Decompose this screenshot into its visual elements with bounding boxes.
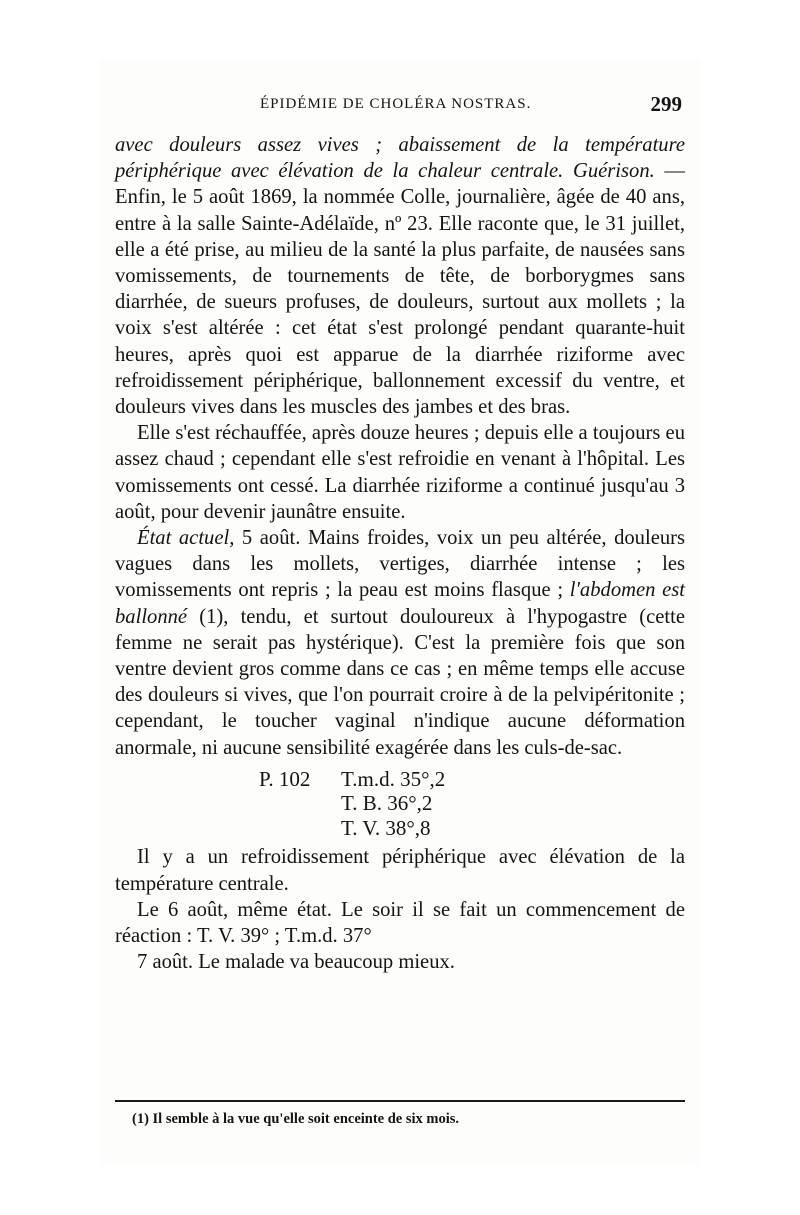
paragraph-3: [115, 525, 685, 761]
paragraph-2: Elle s'est réchauffée, après douze heures ; depuis elle a toujours eu assez chaud ; cependant elle s'est refroidie en venant à l'hôpital. Les vomissements ont cessé. La diarrhée riziforme a continué jusqu'au 3 août, pour devenir jaunâtre ensuite.: [115, 422, 685, 523]
page-header: [112, 92, 682, 126]
vitals-row-2: [115, 791, 685, 816]
tb-value: T. B. 36°,2: [341, 791, 433, 816]
tmd-value: T.m.d. 35°,2: [341, 766, 446, 791]
vitals-row-3: [115, 816, 685, 841]
paragraph-1-text: — Enfin, le 5 août 1869, la nommée Colle, journalière, âgée de 40 ans, entre à la salle Sainte-Adélaïde, nº 23. Elle raconte que, le 31 juillet, elle a été prise, au milieu de la santé la plus parfaite, de nausées sans vomissements, de tournements de tête, de borborygmes sans diarrhée, de sueurs profuses, de douleurs, surtout aux mollets ; la voix s'est altérée : cet état s'est prolongé pendant quarante-huit heures, après quoi est apparue de la diarrhée riziforme avec refroidissement périphérique, ballonnement excessif du ventre, et douleurs vives dans les muscles des jambes et des bras.: [115, 160, 685, 419]
vitals-block: [115, 767, 685, 841]
pulse-value: P. 102: [259, 766, 311, 791]
abdomen-italic: l'abdomen est ballonné: [115, 579, 685, 628]
paragraph-4: Il y a un refroidissement périphérique avec élévation de la température centrale.: [115, 846, 685, 895]
page-number: 299: [650, 92, 682, 116]
etat-actuel-italic: État actuel,: [137, 527, 235, 550]
paragraph-6: 7 août. Le malade va beaucoup mieux.: [137, 951, 455, 974]
paragraph-1: [115, 132, 685, 420]
footnote-divider: [115, 1100, 685, 1102]
case-summary-italic: avec douleurs assez vives ; abaissement de la température périphérique avec élévation de la chaleur centrale. Guérison.: [115, 134, 685, 183]
paragraph-3-text-b: (1), tendu, et surtout douloureux à l'hypogastre (cette femme ne serait pas hystérique). C'est la première fois que son ventre devient gros comme dans ce cas ; en même temps elle accuse des douleurs si vives, que l'on pourrait croire à de la pelvipéritonite ; cependant, le toucher vaginal n'indique aucune déformation anormale, ni aucune sensibilité exagérée dans les culs-de-sac.: [115, 605, 685, 759]
paragraph-3-text-a: 5 août. Mains froides, voix un peu altérée, douleurs vagues dans les mollets, vertiges, diarrhée intense ; les vomissements ont repris ; la peau est moins flasque ;: [115, 527, 686, 602]
body-text: [115, 132, 685, 975]
running-title: ÉPIDÉMIE DE CHOLÉRA NOSTRAS.: [260, 96, 532, 112]
paragraph-5: Le 6 août, même état. Le soir il se fait un commencement de réaction : T. V. 39° ; T.m.d. 37°: [115, 898, 685, 947]
footnote: (1) Il semble à la vue qu'elle soit enceinte de six mois.: [132, 1111, 460, 1127]
vitals-row-1: [115, 767, 685, 792]
tv-value: T. V. 38°,8: [341, 815, 431, 840]
